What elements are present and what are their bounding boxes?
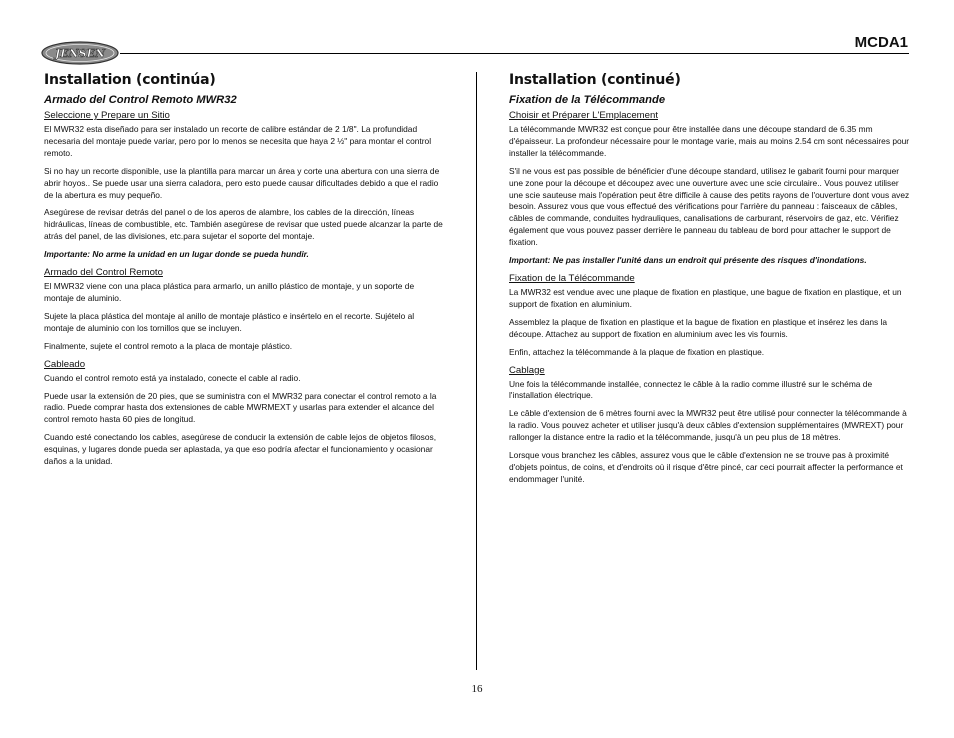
subsection-heading: Cableado: [44, 358, 86, 370]
spanish-column: [44, 72, 444, 474]
paragraph: Finalmente, sujete el control remoto a la placa de montaje plástico.: [44, 340, 293, 351]
paragraph: Sujete la placa plástica del montaje al anillo de montaje plástico e insértelo en el recorte. Sujételo al montaje de aluminio con los tornillos que se incluyen.: [44, 310, 415, 333]
section-subtitle: Armado del Control Remoto MWR32: [44, 94, 237, 106]
section-subtitle: Fixation de la Télécommande: [509, 94, 666, 106]
paragraph: Cuando el control remoto está ya instalado, conecte el cable al radio.: [44, 372, 301, 383]
subsection-heading: Armado del Control Remoto: [44, 267, 163, 279]
paragraph: Lorsque vous branchez les câbles, assurez vous que le câble d'extension ne se trouve pas à proximité d'objets pointus, de coins, et d'endroits où il risque d'être pincé, car ceci pourrait affecter la performance et endommager l'unité.: [509, 450, 903, 484]
page-number: 16: [471, 683, 483, 695]
model-name: MCDA1: [854, 34, 908, 51]
paragraph: Le câble d'extension de 6 mètres fourni avec la MWR32 peut être utilisé pour connecter la télécommande à la radio. Vous pouvez acheter et utiliser jusqu'à deux câbles d'extension supplémentaires (MWREXT) pour rallonger la distance entre la radio et la télécommande, jusqu'à un peu plus de 18 mètres.: [509, 408, 907, 443]
french-column: [509, 72, 911, 492]
column-divider: [476, 72, 477, 670]
logo-text: JENSEN: [54, 47, 106, 60]
paragraph: La MWR32 est vendue avec une plaque de fixation en plastique, une bague de fixation en plastique, et un support de fixation en aluminium.: [509, 286, 902, 309]
section-title: Installation (continúa): [44, 72, 216, 88]
paragraph: El MWR32 esta diseñado para ser instalado un recorte de calibre estándar de 2 1/8". La profundidad necesaria del montaje puede variar, pero por lo menos se necesita que haya 2 ½" para montar el control remoto.: [44, 124, 432, 158]
header-rule: [120, 53, 909, 54]
section-title: Installation (continué): [509, 72, 681, 88]
paragraph: El MWR32 viene con una placa plástica para armarlo, un anillo plástico de montaje, y un soporte de montaje de aluminio.: [44, 281, 415, 303]
paragraph: Enfin, attachez la télécommande à la plaque de fixation en plastique.: [509, 346, 765, 357]
paragraph: Cuando esté conectando los cables, asegúrese de conducir la extensión de cable lejos de objetos filosos, esquinas, y lugares donde pueda ser aplastada, ya que eso podría afectar el funcionamiento y ocasionar daños a la unidad.: [44, 432, 437, 467]
subsection-heading: Cablage: [509, 364, 545, 376]
subsection-heading: Choisir et Préparer L'Emplacement: [509, 110, 658, 121]
paragraph: Puede usar la extensión de 20 pies, que se suministra con el MWR32 para conectar el control remoto a la radio. Puede comprar hasta dos extensiones de cable MWRMEXT y usarlas para extender el alcance del control remoto hasta 60 pies de longitud.: [44, 390, 437, 425]
paragraph: La télécommande MWR32 est conçue pour être installée dans une découpe standard de 6.35 mm d'épaisseur. La profondeur nécessaire pour le montage varie, mais au moins 2.54 cm sont nécessaires pour installer la télécommande.: [509, 124, 910, 158]
paragraph: Si no hay un recorte disponible, use la plantilla para marcar un área y corte una abertura con una sierra de abrir hoyos.. Se puede usar una sierra caladora, pero esto puede causar dificultades debido a que el radio de la abertura es muy pequeño.: [44, 165, 440, 200]
warning-note: Importante: No arme la unidad en un lugar donde se pueda hundir.: [44, 249, 309, 260]
paragraph: Assemblez la plaque de fixation en plastique et la bague de fixation en plastique et insérez les dans la découpe. Attachez au support de fixation en aluminium avec les vis fournis.: [509, 316, 888, 339]
paragraph: S'il ne vous est pas possible de bénéficier d'une découpe standard, utilisez le gabarit fourni pour marquer une zone pour la découpe et découpez avec une ouverture avec une scie circulaire.. Vous pouvez utiliser une scie sauteuse mais l'opération peut être difficile à cause des petits rayons de l'ouverture dont vous avez besoin. Assurez vous que vous effectué des vérifications pour l'arrière du panneau : faisceaux de câbles, câbles de commande, conduites hydrauliques, canalisations de carburant, réservoirs de gaz, etc. Vérifiez également que vous pouvez passer derrière le panneau du tableau de bord pour attacher le support de fixation.: [509, 165, 910, 248]
paragraph: Une fois la télécommande installée, connectez le câble à la radio comme illustré sur le schéma de l'installation électrique.: [509, 378, 873, 401]
subsection-heading: Fixation de la Télécommande: [509, 272, 635, 284]
jensen-logo: [40, 40, 120, 66]
warning-note: Important: Ne pas installer l'unité dans un endroit qui présente des risques d'inondations.: [509, 255, 867, 266]
subsection-heading: Seleccione y Prepare un Sitio: [44, 110, 170, 121]
paragraph: Asegúrese de revisar detrás del panel o de los aperos de alambre, los cables de la dirección, líneas hidráulicas, líneas de combustible, etc. También asegúrese de revisar que usted puede alcanzar la parte de atrás del panel, de las divisiones, etc.para sujetar el soporte del montaje.: [44, 207, 443, 242]
